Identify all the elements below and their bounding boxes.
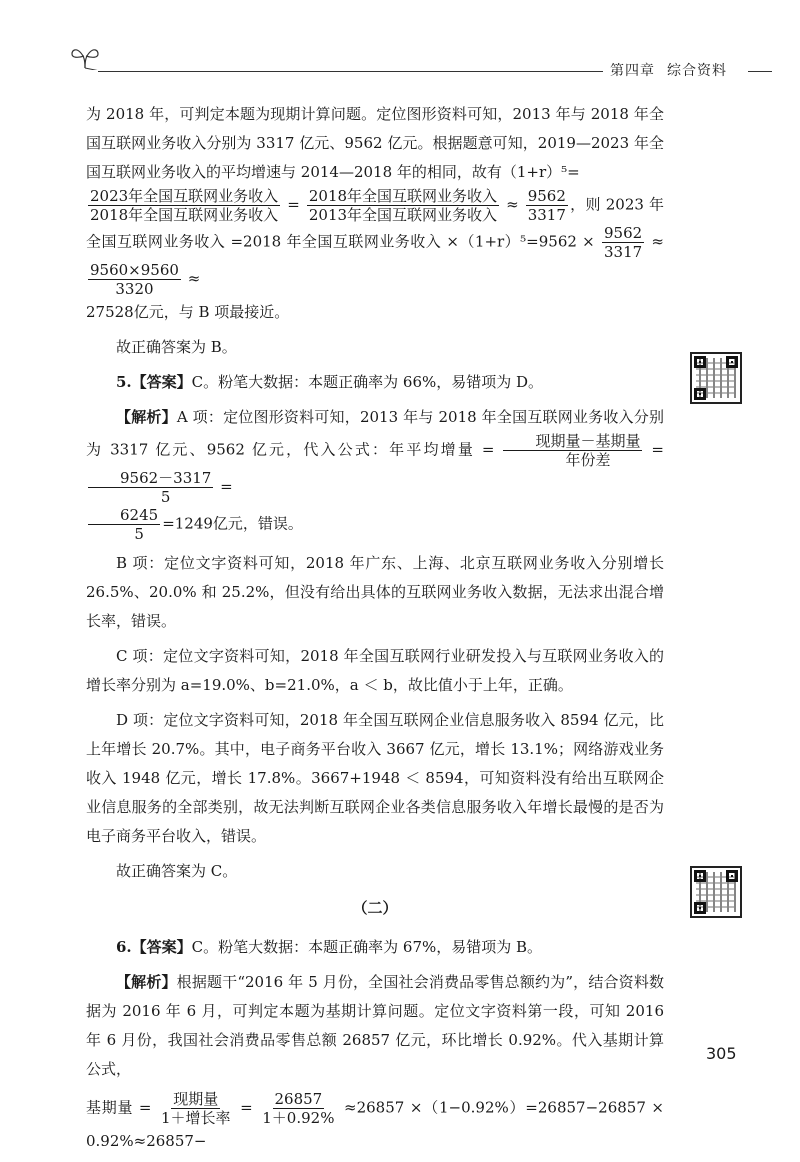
numerator: 9562 bbox=[603, 224, 643, 242]
numerator: 6245 bbox=[88, 506, 160, 525]
numerator: 9562－3317 bbox=[88, 469, 213, 488]
numerator: 现期量 bbox=[173, 1090, 219, 1108]
fraction bbox=[88, 261, 181, 298]
paragraph-1 bbox=[86, 100, 664, 327]
equals: = bbox=[287, 195, 300, 214]
question-5-analysis-b: B 项：定位文字资料可知，2018 年广东、上海、北京互联网业务收入分别增长 26.5%、20.0% 和 25.2%，但没有给出具体的互联网业务收入数据，无法求出混合增长率，错误。 bbox=[86, 554, 664, 630]
numerator: 9560×9560 bbox=[90, 261, 179, 279]
answer-label: 5.【答案】 bbox=[116, 373, 192, 391]
fraction bbox=[260, 1090, 336, 1127]
fraction bbox=[88, 469, 213, 506]
numerator: 26857 bbox=[274, 1090, 323, 1108]
page-header bbox=[0, 0, 800, 90]
numerator: 2018年全国互联网业务收入 bbox=[308, 187, 498, 205]
fraction bbox=[307, 187, 499, 224]
numerator: 9562 bbox=[527, 187, 566, 205]
text: 基期量 = bbox=[86, 1098, 152, 1117]
question-5-analysis-c: C 项：定位文字资料可知，2018 年全国互联网行业研发投入与互联网业务收入的增长率分别为 a=19.0%、b=21.0%，a ＜ b，故比值小于上年，正确。 bbox=[86, 647, 664, 694]
fraction bbox=[602, 224, 644, 261]
equals: = bbox=[220, 477, 233, 496]
question-6-analysis bbox=[86, 968, 664, 1084]
fraction bbox=[88, 187, 280, 224]
header-rule bbox=[98, 71, 603, 72]
equals: = bbox=[651, 440, 664, 459]
chapter-number: 第四章 bbox=[610, 63, 655, 79]
denominator: 3317 bbox=[527, 206, 566, 224]
denominator: 2013年全国互联网业务收入 bbox=[308, 206, 498, 224]
answer-line: 故正确答案为 B。 bbox=[116, 338, 237, 356]
answer-text: C。粉笔大数据：本题正确率为 66%，易错项为 D。 bbox=[191, 373, 544, 391]
text: ，则 2023 年全国互联网业务收入 =2018 年全国互联网业务收入 ×（1+r）⁵=9562 × bbox=[86, 195, 664, 251]
denominator: 年份差 bbox=[565, 451, 611, 469]
text: 27528亿元，与 B 项最接近。 bbox=[86, 303, 290, 321]
denominator: 3320 bbox=[115, 280, 154, 298]
denominator: 1＋增长率 bbox=[161, 1109, 231, 1127]
denominator: 1＋0.92% bbox=[262, 1109, 335, 1127]
denominator: 5 bbox=[160, 488, 171, 506]
chapter-title bbox=[610, 60, 739, 80]
question-5-analysis-a bbox=[86, 403, 664, 543]
answer-text: C。粉笔大数据：本题正确率为 67%，易错项为 B。 bbox=[191, 938, 543, 956]
analysis-label: 【解析】 bbox=[116, 408, 177, 426]
question-6-formula bbox=[86, 1090, 664, 1156]
sprout-icon bbox=[70, 44, 100, 70]
fraction bbox=[503, 432, 642, 469]
approx: ≈ bbox=[651, 232, 664, 251]
approx: ≈ bbox=[506, 195, 519, 214]
denominator: 2018年全国互联网业务收入 bbox=[90, 206, 279, 224]
text: ≈26857 ×（1−0.92%）=26857−26857 × 0.92%≈26857− bbox=[86, 1098, 664, 1150]
numerator: 2023年全国互联网业务收入 bbox=[90, 187, 279, 205]
fraction bbox=[159, 1090, 233, 1127]
denominator: 3317 bbox=[603, 243, 643, 261]
section-title: （二） bbox=[352, 899, 398, 917]
question-5-final: 故正确答案为 C。 bbox=[116, 862, 238, 880]
chapter-section: 综合资料 bbox=[667, 63, 727, 79]
approx: ≈ bbox=[187, 269, 201, 288]
question-5-answer bbox=[86, 368, 664, 397]
denominator: 5 bbox=[134, 525, 144, 543]
page-number: 305 bbox=[706, 1044, 737, 1063]
text: =1249亿元，错误。 bbox=[162, 514, 303, 533]
header-rule-right bbox=[748, 71, 772, 72]
fraction bbox=[526, 187, 568, 224]
text: 根据题干“2016 年 5 月份，全国社会消费品零售总额约为”，结合资料数据为 2016 年 6 月，可判定本题为基期计算问题。定位文字资料第一段，可知 2016 年 6 月份，我国社会消费品零售总额 26857 亿元，环比增长 0.92%。代入基期计算公式， bbox=[86, 973, 664, 1078]
qr-code-icon[interactable] bbox=[690, 352, 742, 404]
qr-code-icon[interactable] bbox=[690, 866, 742, 918]
text: 为 2018 年，可判定本题为现期计算问题。定位图形资料可知，2013 年与 2018 年全国互联网业务收入分别为 3317 亿元、9562 亿元。根据题意可知，2019—2023 年全国互联网业务收入的平均增速与 2014—2018 年的相同，故有（1+r）⁵= bbox=[86, 105, 664, 181]
equals: = bbox=[240, 1098, 253, 1117]
question-5-analysis-d: D 项：定位文字资料可知，2018 年全国互联网企业信息服务收入 8594 亿元，比上年增长 20.7%。其中，电子商务平台收入 3667 亿元，增长 13.1%；网络游戏业务收入 1948 亿元，增长 17.8%。3667+1948 ＜ 8594，可知资料没有给出互联网企业信息服务的全部类别，故无法判断互联网企业各类信息服务收入年增长最慢的是否为电子商务平台收入，错误。 bbox=[86, 711, 664, 845]
fraction bbox=[88, 506, 160, 543]
page-body bbox=[86, 100, 664, 1162]
analysis-label: 【解析】 bbox=[116, 973, 177, 991]
answer-label: 6.【答案】 bbox=[116, 938, 192, 956]
numerator: 现期量－基期量 bbox=[503, 432, 642, 451]
question-6-answer bbox=[86, 933, 664, 962]
text: A 项：定位图形资料可知，2013 年与 2018 年全国互联网业务收入分别为 3317 亿元、9562 亿元，代入公式：年平均增量 = bbox=[86, 408, 664, 459]
